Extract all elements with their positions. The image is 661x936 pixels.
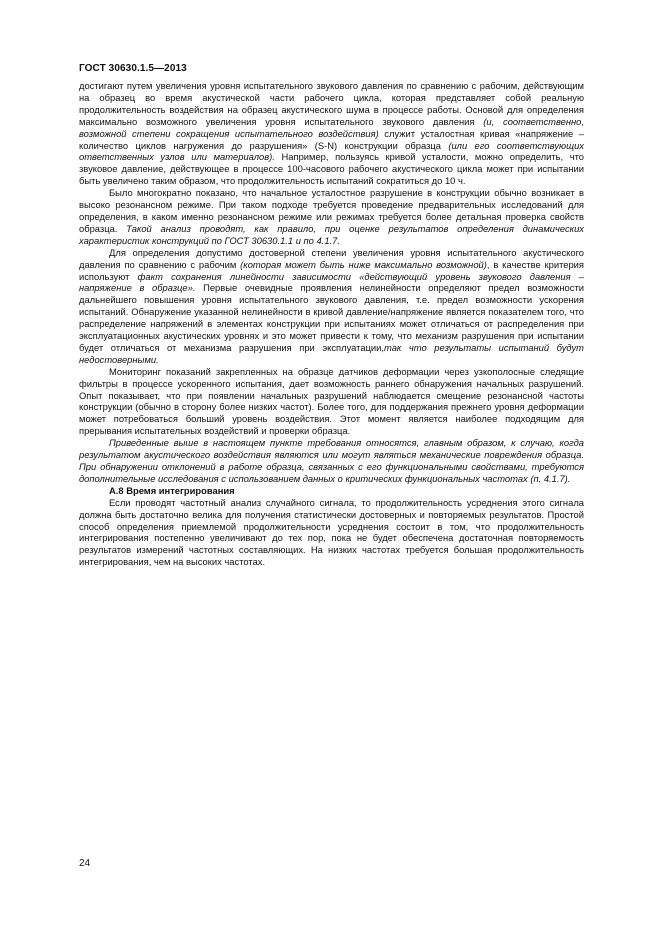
paragraph-integration: Если проводят частотный анализ случайного сигнала, то продолжительность усреднения этого сигнала должна быть достаточно велика для получения статистически достоверных и повторяемых результатов. Простой способ определения приемлемой продолжительности усреднения состоит в том, что продолжительность интегрирования постепенно увеличивают до тех пор, пока не будет обеспечена достаточная повторяемость результатов измерений частотных составляющих. На низких частотах требуется большая продолжительность интегрирования, чем на высоких частотах. bbox=[79, 496, 584, 568]
italic-run: (и, соответственно, возможной степени сокращения испытательного воздействия) bbox=[79, 115, 584, 139]
italic-run: так что результаты испытаний будут недостоверными. bbox=[79, 341, 584, 365]
document-header: ГОСТ 30630.1.5—2013 bbox=[79, 63, 187, 74]
text-run: служит усталостная кривая «напряжение – количество циклов нагружения до разрушения» (S-N) конструкции образца bbox=[79, 127, 584, 151]
paragraph-note: Приведенные выше в настоящем пункте требования относятся, главным образом, к случаю, когда результатом акустического воздействия являются или могут являться механические повреждения образца. При обнаружении отклонений в работе образца, связанных с его функциональными свойствами, требуются дополнительные исследования с использованием данных о критических функциональных частотах (п. 4.1.7). bbox=[79, 437, 584, 484]
section-heading: А.8 Время интегрирования bbox=[109, 484, 235, 496]
italic-run: факт сохранения линейности зависимости «действующий уровень звукового давления – напряжение в образце». bbox=[79, 270, 585, 294]
italic-run: (или его соответствующих ответственных узлов или материалов). bbox=[79, 139, 584, 163]
text-run: Первые очевидные проявления нелинейности определяют предел возможности дальнейшего повышения уровня испытательного звукового давления, т.е. предел возможности ускорения испытаний. Обнаружение указанной нелинейности в кривой давление/напряжение является показателем того, что распределение напряжений в элементах конструкции при испытаниях может отличаться от распределения при эксплуатационных акустических уровнях и это может привести к тому, что механизм разрушения при испытании будет отличаться от механизма разрушения при эксплуатации, bbox=[79, 282, 584, 353]
paragraph-fatigue-curve bbox=[79, 80, 584, 187]
text-run: , в качестве критерия используют bbox=[79, 258, 584, 282]
paragraph-linearity bbox=[79, 247, 584, 366]
text-run: достигают путем увеличения уровня испытательного звукового давления по сравнению с рабочим, действующим на образец во время акустической части рабочего цикла, которая представляет собой реальную продолжительность воздействия на образец акустического шума в процессе работы. Основой для определения максимально возможного увеличения уровня испытательного звукового давления bbox=[79, 80, 584, 127]
italic-run: Такой анализ проводят, как правило, при оценке результатов определения динамических характеристик конструкций по ГОСТ 30630.1.1 и по 4.1.7. bbox=[79, 222, 584, 246]
text-run: Для определения допустимо достоверной степени увеличения уровня испытательного акустического давления по сравнению с рабочим bbox=[79, 246, 584, 270]
text-run: Было многократно показано, что начальное усталостное разрушение в конструкции обычно возникает в высоко резонансном режиме. При таком подходе требуется проведение предварительных исследований для определения, в каком именно резонансном режиме или режимах требуется более детальная проверка свойств образца. bbox=[79, 187, 584, 234]
italic-run: (которая может быть ниже максимально возможной) bbox=[240, 258, 487, 270]
paragraph-resonance bbox=[79, 187, 584, 247]
document-body bbox=[79, 80, 584, 568]
paragraph-monitoring: Мониторинг показаний закрепленных на образце датчиков деформации через узкополосные следящие фильтры в процессе ускоренного испытания, дает возможность раннего обнаружения начальных разрушений. Опыт показывает, что при появлении начальных разрушений наблюдается смещение резонансной частоты конструкции (обычно в сторону более низких частот). Более того, для поддержания прежнего уровня деформации может потребоваться больший уровень воздействия. Этот момент является наиболее подходящим для прерывания испытательных воздействий и проверки образца. bbox=[79, 365, 584, 437]
text-run: Например, пользуясь кривой усталости, можно определить, что звуковое давление, действующее в процессе 100-часового рабочего акустического цикла может при испытании быть увеличено таким образом, что продолжительность испытаний сократиться до 10 ч. bbox=[79, 151, 584, 187]
page-number: 24 bbox=[79, 858, 91, 869]
